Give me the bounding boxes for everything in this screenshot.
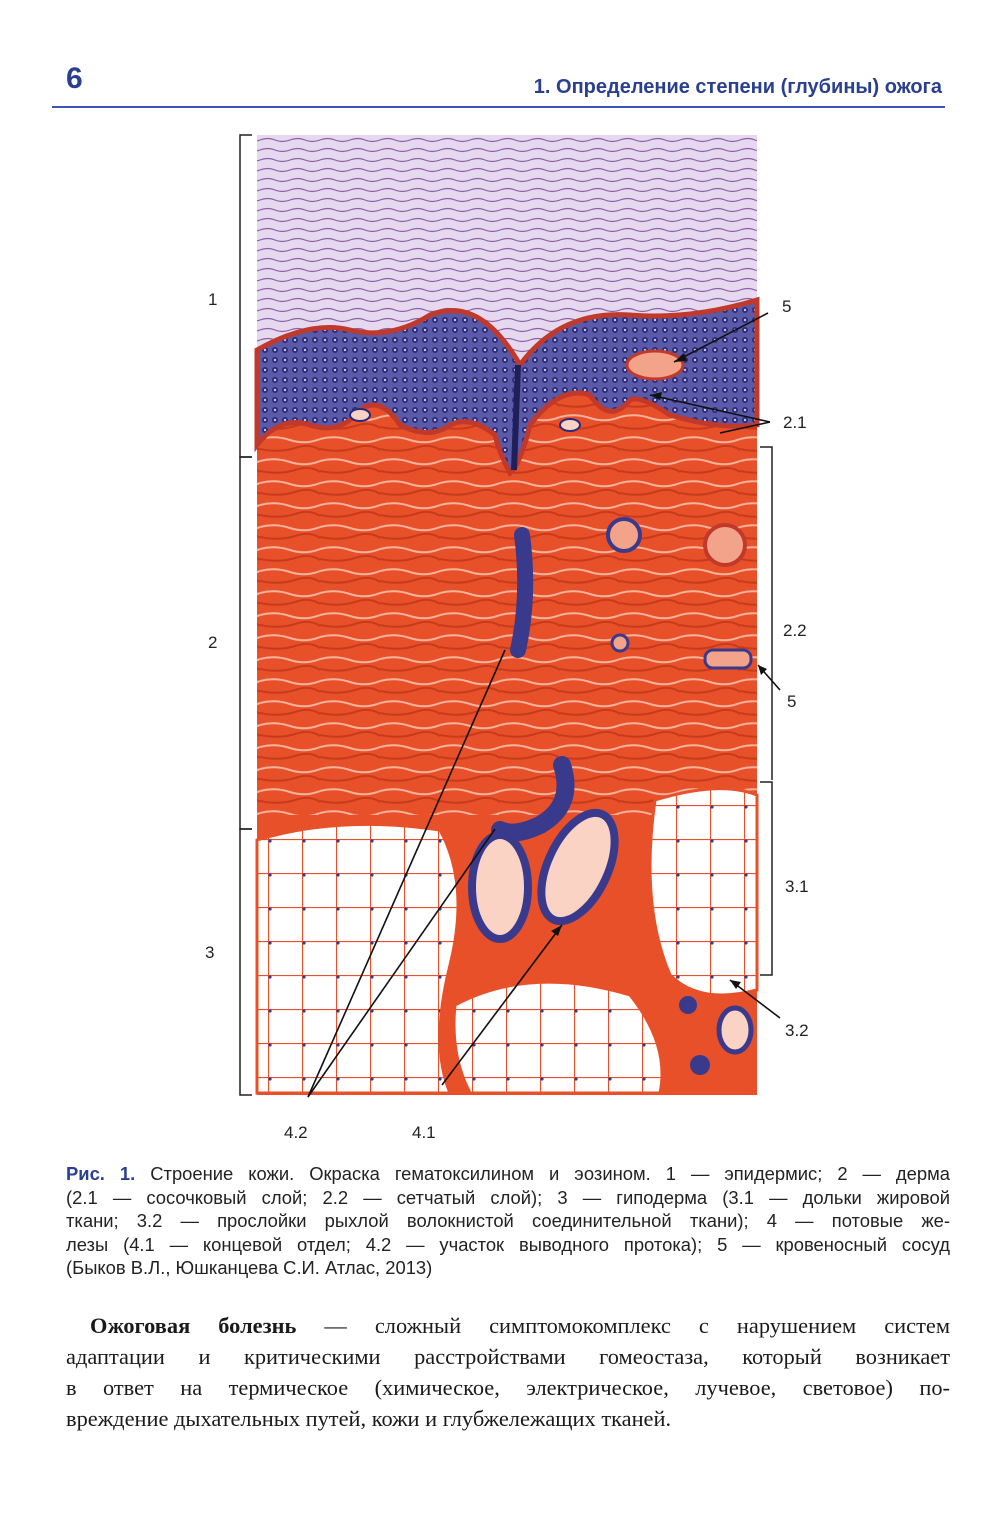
caption-line: лезы (4.1 — концевой отдел; 4.2 — участок выводного протока); 5 — кровеносный сосуд — [66, 1233, 950, 1255]
label-3-1: 3.1 — [785, 877, 809, 896]
label-5-bottom: 5 — [787, 692, 797, 711]
label-2-1: 2.1 — [783, 413, 807, 432]
defined-term: Ожоговая болезнь — [90, 1313, 297, 1338]
label-4-1: 4.1 — [412, 1123, 436, 1142]
label-4-2: 4.2 — [284, 1123, 308, 1142]
caption-line: ткани; 3.2 — прослойки рыхлой волокнистой соединительной ткани); 4 — потовые же- — [66, 1210, 950, 1232]
page-header — [0, 0, 1000, 110]
caption-line: (Быков В.Л., Юшканцева С.И. Атлас, 2013) — [66, 1257, 433, 1279]
label-3-2: 3.2 — [785, 1021, 809, 1040]
body-line: адаптации и критическими расстройствами гомеостаза, который возникает — [66, 1344, 950, 1369]
header-rule — [52, 106, 945, 108]
skin-histology-illustration — [200, 125, 820, 1155]
label-3: 3 — [205, 943, 215, 962]
caption-label: Рис. 1. — [66, 1163, 136, 1184]
body-paragraph — [66, 1310, 950, 1434]
body-line: вреждение дыхательных путей, кожи и глубжележащих тканей. — [66, 1406, 672, 1431]
skin-histology-figure — [200, 125, 820, 1155]
label-5-top: 5 — [782, 297, 792, 316]
label-2: 2 — [208, 633, 218, 652]
caption-line: (2.1 — сосочковый слой; 2.2 — сетчатый слой); 3 — гиподерма (3.1 — дольки жировой — [66, 1186, 950, 1208]
body-line: в ответ на термическое (химическое, электрическое, лучевое, световое) по- — [66, 1375, 950, 1400]
label-2-2: 2.2 — [783, 621, 807, 640]
body-line: Ожоговая болезнь — сложный симптомокомплекс с нарушением систем — [90, 1313, 950, 1338]
page-number: 6 — [66, 62, 83, 95]
caption-line: Рис. 1. Строение кожи. Окраска гематоксилином и эозином. 1 — эпидермис; 2 — дерма — [66, 1163, 950, 1184]
running-title: 1. Определение степени (глубины) ожога — [533, 76, 942, 98]
figure-caption — [66, 1162, 950, 1280]
label-1: 1 — [208, 290, 218, 309]
